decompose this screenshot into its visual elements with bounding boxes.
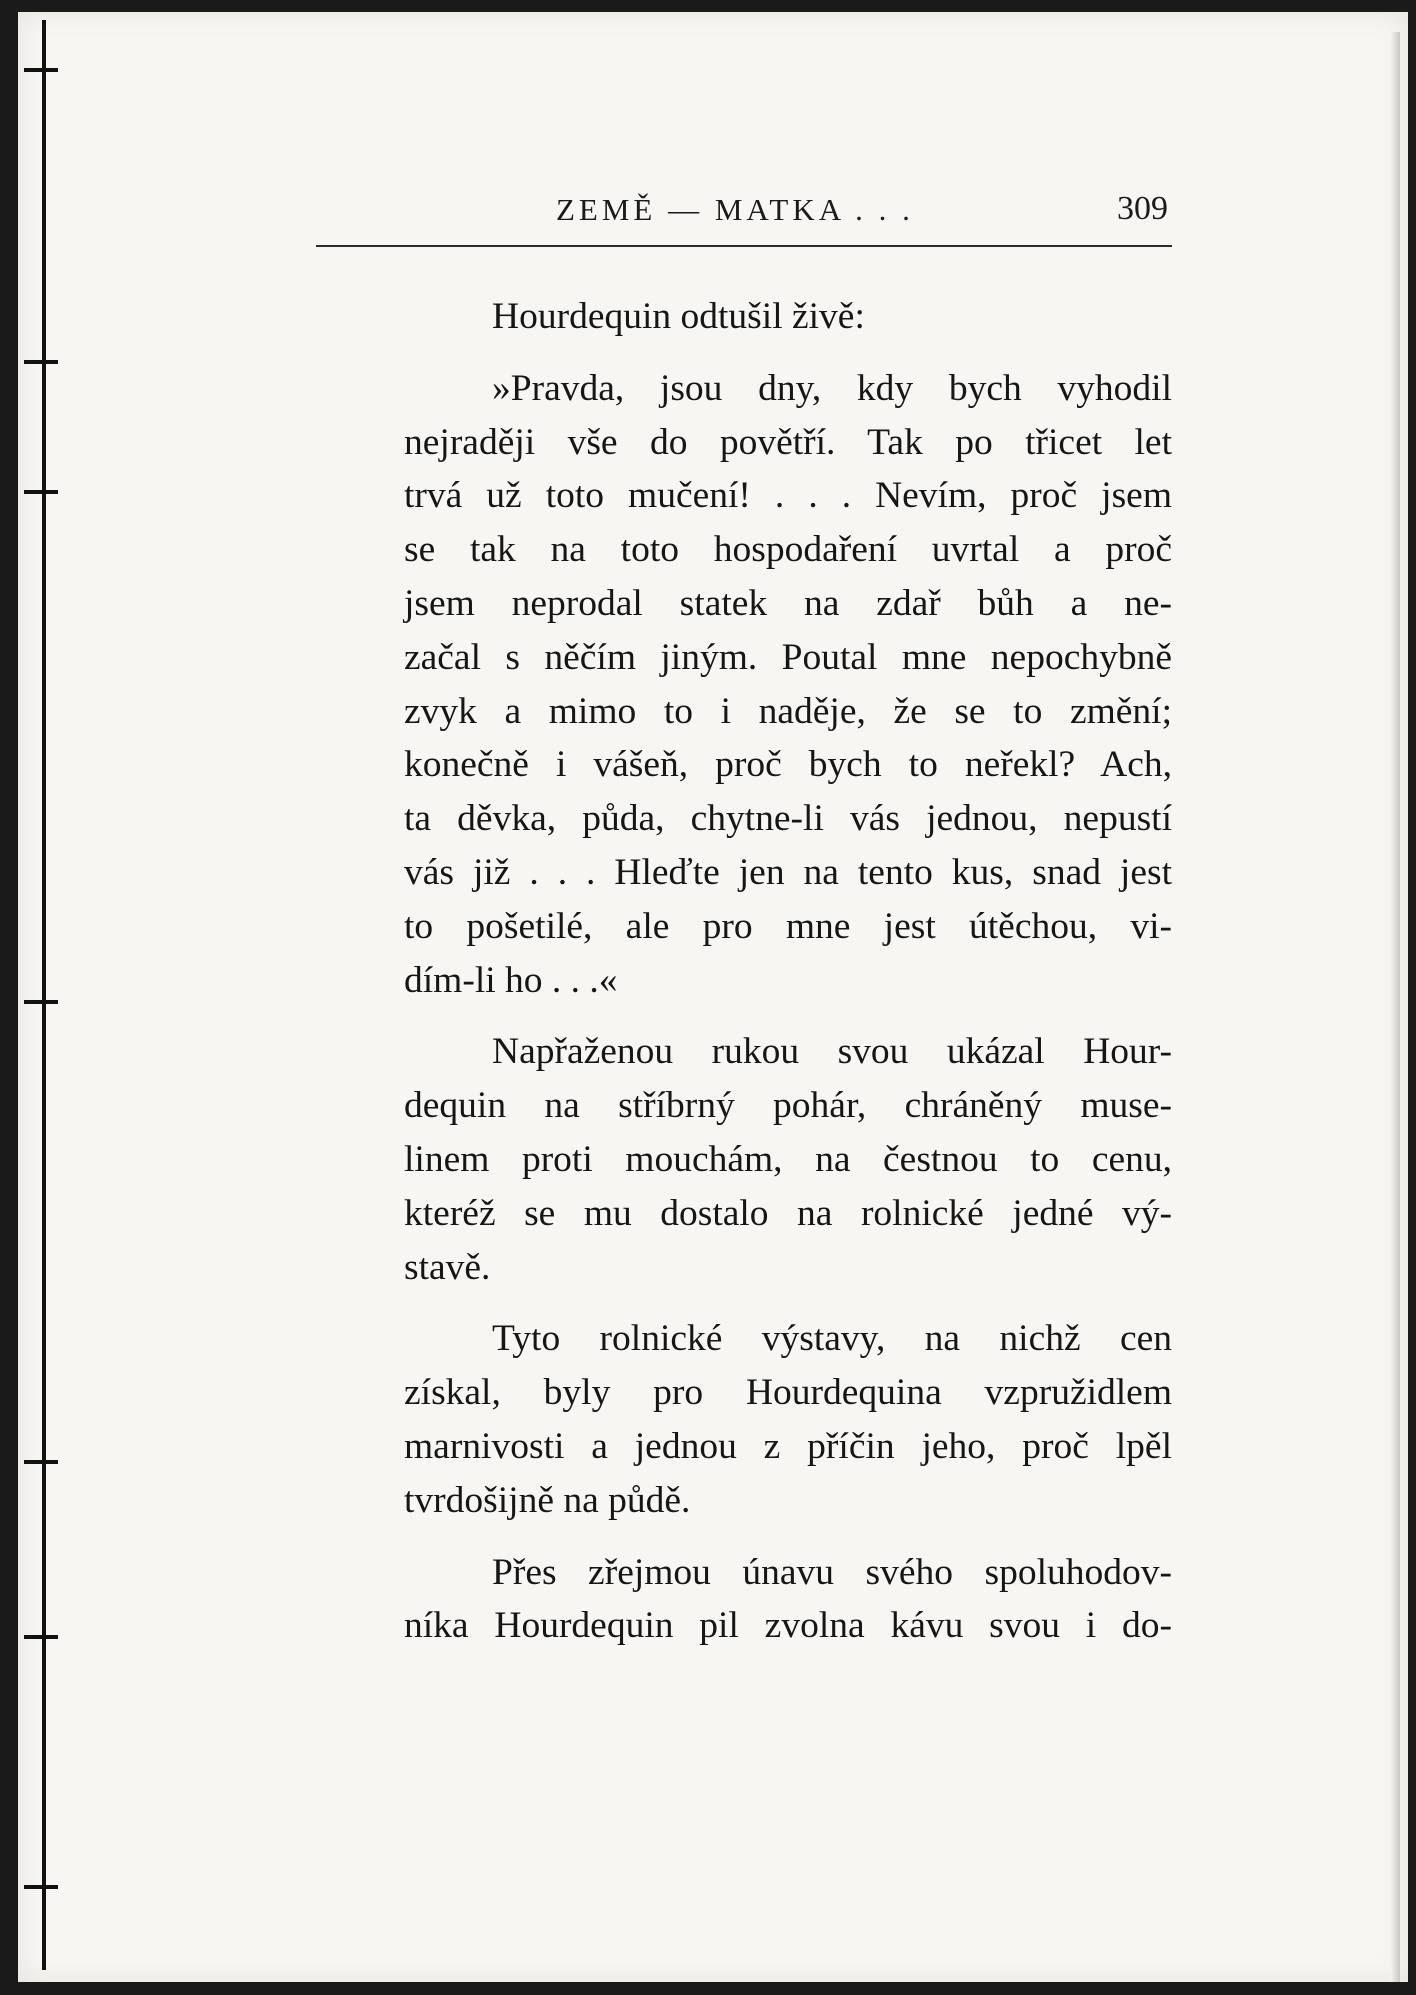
text-line: dím-li ho . . .« bbox=[404, 959, 618, 1001]
text-line: začal s něčím jiným. Poutal mne nepochybně bbox=[404, 636, 1172, 678]
text-line: stavě. bbox=[404, 1246, 491, 1288]
binding-mark bbox=[24, 360, 58, 364]
text-line: Napřaženou rukou svou ukázal Hour- bbox=[492, 1031, 1172, 1073]
paragraph bbox=[316, 1546, 1172, 1654]
binding-mark bbox=[24, 1000, 58, 1004]
binding-mark bbox=[24, 1885, 58, 1889]
binding-mark bbox=[24, 1635, 58, 1639]
paragraph bbox=[316, 1025, 1172, 1294]
paragraph bbox=[316, 290, 1172, 344]
binding-mark bbox=[24, 1460, 58, 1464]
page-edge-shadow bbox=[1390, 32, 1400, 1982]
running-header bbox=[316, 186, 1176, 242]
paragraph bbox=[316, 1312, 1172, 1527]
text-line: ta děvka, půda, chytne-li vás jednou, nepustí bbox=[404, 798, 1172, 840]
text-line: kteréž se mu dostalo na rolnické jedné vý- bbox=[404, 1192, 1172, 1234]
text-line: linem proti mouchám, na čestnou to cenu, bbox=[404, 1138, 1172, 1180]
text-line: »Pravda, jsou dny, kdy bych vyhodil bbox=[492, 367, 1172, 409]
text-line: Tyto rolnické výstavy, na nichž cen bbox=[492, 1318, 1172, 1360]
text-line: získal, byly pro Hourdequina vzpružidlem bbox=[404, 1372, 1172, 1414]
binding-mark bbox=[24, 68, 58, 72]
text-line: nejraději vše do povětří. Tak po třicet let bbox=[404, 421, 1172, 463]
text-line: Hourdequin odtušil živě: bbox=[492, 296, 865, 337]
text-line: trvá už toto mučení! . . . Nevím, proč jsem bbox=[404, 475, 1172, 517]
text-line: konečně i vášeň, proč bych to neřekl? Ach, bbox=[404, 744, 1172, 786]
running-title: ZEMĚ — MATKA . . . bbox=[556, 192, 914, 227]
binding-edge bbox=[18, 20, 58, 1970]
header-rule bbox=[316, 245, 1172, 247]
text-line: tvrdošijně na půdě. bbox=[404, 1479, 691, 1521]
text-line: níka Hourdequin pil zvolna kávu svou i do- bbox=[404, 1605, 1172, 1647]
text-line: marnivosti a jednou z příčin jeho, proč lpěl bbox=[404, 1425, 1172, 1467]
text-line: se tak na toto hospodaření uvrtal a proč bbox=[404, 529, 1172, 571]
text-line: dequin na stříbrný pohár, chráněný muse- bbox=[404, 1085, 1172, 1127]
paragraph bbox=[316, 362, 1172, 1008]
body-text bbox=[316, 290, 1172, 1653]
text-line: to pošetilé, ale pro mne jest útěchou, vi- bbox=[404, 905, 1172, 947]
text-line: jsem neprodal statek na zdař bůh a ne- bbox=[404, 582, 1172, 624]
text-line: vás již . . . Hleďte jen na tento kus, snad jest bbox=[404, 851, 1172, 893]
binding-rule bbox=[42, 20, 46, 1970]
text-line: zvyk a mimo to i naděje, že se to změní; bbox=[404, 690, 1172, 732]
text-line: Přes zřejmou únavu svého spoluhodov- bbox=[492, 1551, 1172, 1593]
binding-mark bbox=[24, 490, 58, 494]
page-number: 309 bbox=[1117, 190, 1168, 227]
